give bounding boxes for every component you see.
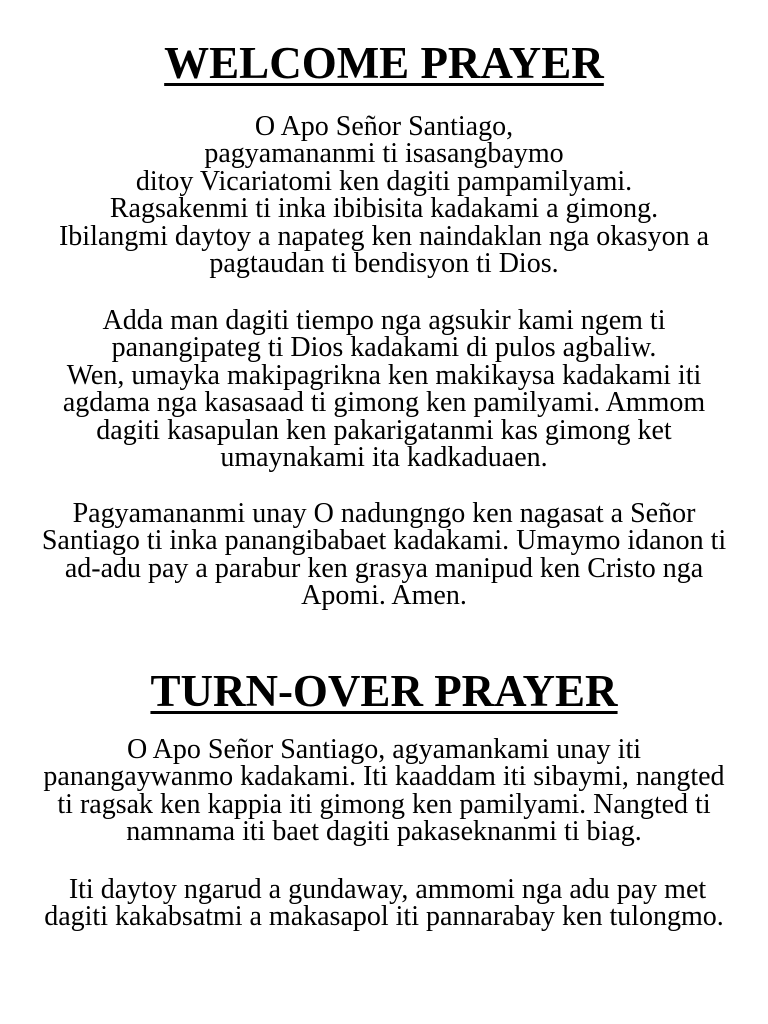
welcome-paragraph-3 <box>0 500 768 610</box>
prayer-line: Wen, umayka makipagrikna ken makikaysa kadakami iti <box>66 359 702 391</box>
prayer-line: O Apo Señor Santiago, <box>254 111 514 142</box>
prayer-line: O Apo Señor Santiago, agyamankami unay iti <box>126 734 642 765</box>
welcome-paragraph-1 <box>0 113 768 277</box>
turn-over-paragraph-1 <box>0 736 768 846</box>
turn-over-prayer-title <box>0 666 768 716</box>
welcome-prayer-title-text: WELCOME PRAYER <box>164 38 604 88</box>
prayer-line: pagtaudan ti bendisyon ti Dios. <box>209 247 559 279</box>
prayer-line: Ragsakenmi ti inka ibibisita kadakami a gimong. <box>109 193 659 225</box>
prayer-line: umaynakami ita kadkaduaen. <box>220 441 548 473</box>
prayer-line: agdama nga kasasaad ti gimong ken pamilyami. Ammom <box>62 387 706 419</box>
prayer-line: dagiti kasapulan ken pakarigatanmi kas gimong ket <box>96 414 672 446</box>
prayer-line: Adda man dagiti tiempo nga agsukir kami ngem ti <box>102 305 666 336</box>
prayer-line: ditoy Vicariatomi ken dagiti pampamilyami. <box>135 165 633 197</box>
prayer-line: panangipateg ti Dios kadakami di pulos agbaliw. <box>111 332 657 364</box>
prayer-line: pagyamananmi ti isasangbaymo <box>204 138 564 170</box>
welcome-prayer-title <box>0 38 768 88</box>
prayer-line: Santiago ti inka panangibabaet kadakami. Umaymo idanon ti <box>41 525 727 557</box>
welcome-paragraph-2 <box>0 307 768 471</box>
prayer-line: namnama iti baet dagiti pakaseknanmi ti biag. <box>126 816 642 848</box>
prayer-line: Iti daytoy ngarud a gundaway, ammomi nga adu pay met <box>61 874 707 905</box>
prayer-line: ti ragsak ken kappia iti gimong ken pamilyami. Nangted ti <box>57 788 711 820</box>
prayer-line: Ibilangmi daytoy a napateg ken naindaklan nga okasyon a <box>58 220 709 252</box>
prayer-line: Pagyamananmi unay O nadungngo ken nagasat a Señor <box>72 498 696 529</box>
turn-over-paragraph-2 <box>0 876 768 931</box>
prayer-line: Apomi. Amen. <box>301 580 467 612</box>
turn-over-prayer-title-text: TURN-OVER PRAYER <box>150 666 618 716</box>
prayer-line: dagiti kakabsatmi a makasapol iti pannarabay ken tulongmo. <box>44 901 724 933</box>
prayer-line: panangaywanmo kadakami. Iti kaaddam iti sibaymi, nangted <box>43 761 725 793</box>
prayer-line: ad-adu pay a parabur ken grasya manipud ken Cristo nga <box>64 552 704 584</box>
